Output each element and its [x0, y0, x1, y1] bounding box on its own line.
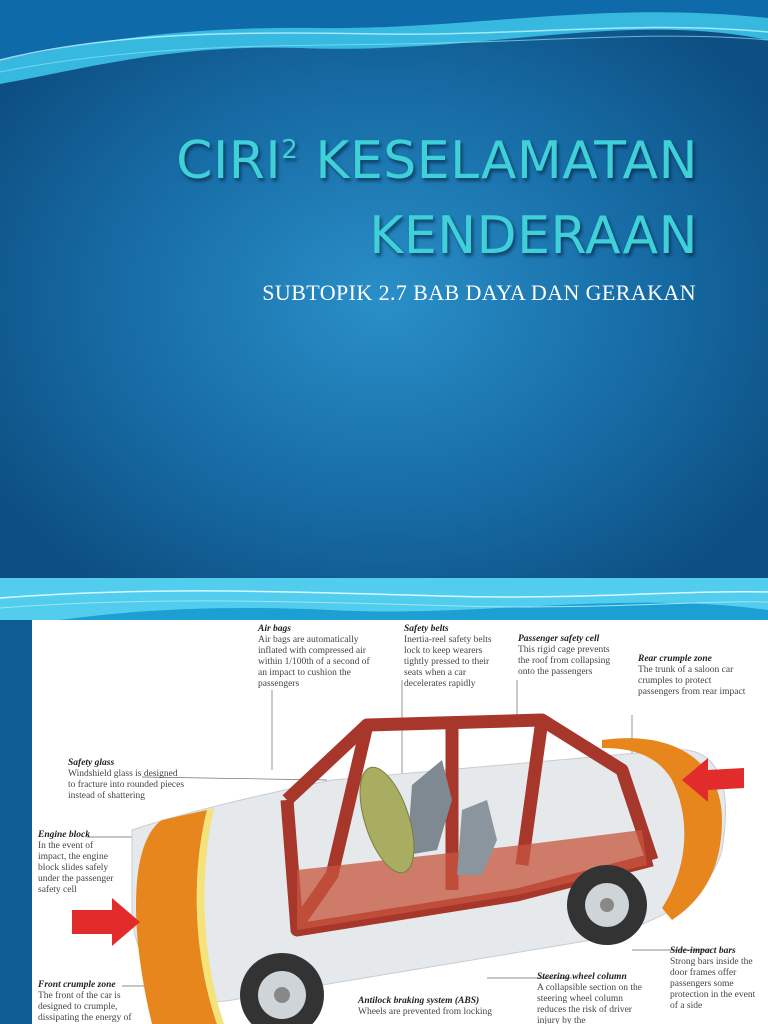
car-safety-diagram — [32, 620, 768, 1024]
label-side-impact: Side-impact bars Strong bars inside the door frames offer passengers some protection in the event of a side — [670, 946, 756, 1011]
front-impact-arrow-icon — [72, 898, 140, 946]
title-line2: KENDERAAN — [369, 206, 698, 266]
label-air-bags: Air bags Air bags are automatically inflated with compressed air within 1/100th of a second of an impact to cushion the passengers — [258, 624, 370, 689]
wheel-rear — [567, 865, 647, 945]
label-engine-block: Engine block In the event of impact, the engine block slides safely under the passenger safety cell — [38, 830, 114, 895]
slide-subtitle: SUBTOPIK 2.7 BAB DAYA DAN GERAKAN — [262, 280, 696, 305]
label-passenger-cell: Passenger safety cell This rigid cage prevents the roof from collapsing onto the passengers — [518, 634, 611, 677]
title-line1: CIRI$^2$ KESELAMATAN — [176, 131, 698, 191]
label-steering-column: Steering wheel column A collapsible section on the steering wheel column reduces the risk of driver injury by the — [537, 972, 643, 1024]
label-rear-crumple: Rear crumple zone The trunk of a saloon car crumples to protect passengers from rear impact — [638, 654, 746, 697]
slide-title — [18, 128, 698, 269]
label-safety-belts: Safety belts Inertia-reel safety belts lock to keep wearers tightly pressed to their seats when a car decelerates rapidly — [404, 624, 492, 689]
label-abs: Antilock braking system (ABS) Wheels are prevented from locking — [358, 996, 492, 1017]
label-safety-glass: Safety glass Windshield glass is designed to fracture into rounded pieces instead of shattering — [68, 758, 185, 801]
label-front-crumple: Front crumple zone The front of the car is designed to crumple, dissipating the energy of — [38, 980, 132, 1023]
